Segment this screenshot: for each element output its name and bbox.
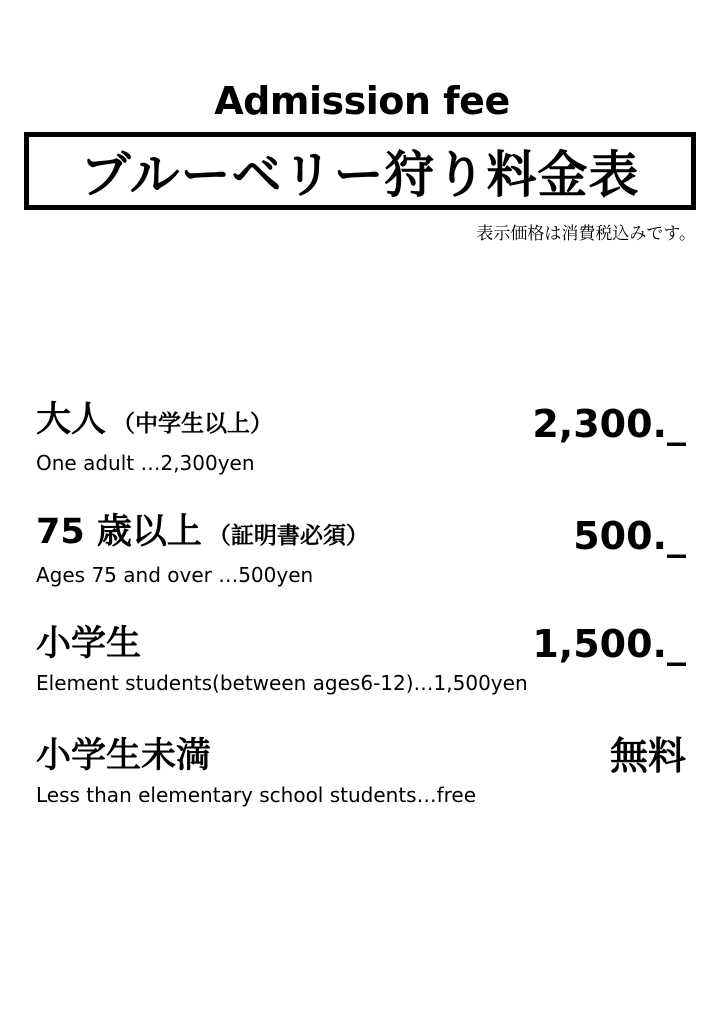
fee-name <box>36 734 211 778</box>
fee-english: Less than elementary school students…free <box>36 783 477 807</box>
fee-row-preschool <box>36 732 686 808</box>
fee-name <box>36 398 273 446</box>
tax-note: 表示価格は消費税込みです。 <box>476 224 696 244</box>
fee-head <box>36 620 686 670</box>
fee-name <box>36 510 369 558</box>
fee-head <box>36 732 686 782</box>
fee-price: 500._ <box>573 514 686 558</box>
fee-row-adult <box>36 400 686 476</box>
fee-note: （証明書必須） <box>207 523 369 549</box>
fee-price: 2,300._ <box>532 402 686 446</box>
fee-name-text: 小学生 <box>36 624 142 664</box>
fee-price: 1,500._ <box>532 622 686 666</box>
fee-english: One adult …2,300yen <box>36 451 255 475</box>
fee-english: Element students(between ages6-12)…1,500yen <box>36 671 528 695</box>
fee-price: 無料 <box>609 734 686 778</box>
fee-row-senior <box>36 512 686 588</box>
fee-name-text: 大人 <box>36 400 107 440</box>
fee-name-text: 75 歳以上 <box>36 512 202 552</box>
fee-head <box>36 512 686 562</box>
fee-name <box>36 622 141 666</box>
fee-row-elementary <box>36 620 686 696</box>
page-title: Admission fee <box>214 79 510 123</box>
fee-note: （中学生以上） <box>112 411 274 437</box>
title-box <box>24 132 696 210</box>
title-japanese: ブルーベリー狩り料金表 <box>80 146 640 204</box>
fee-head <box>36 400 686 450</box>
fee-english: Ages 75 and over …500yen <box>36 563 314 587</box>
fee-name-text: 小学生未満 <box>36 736 212 776</box>
